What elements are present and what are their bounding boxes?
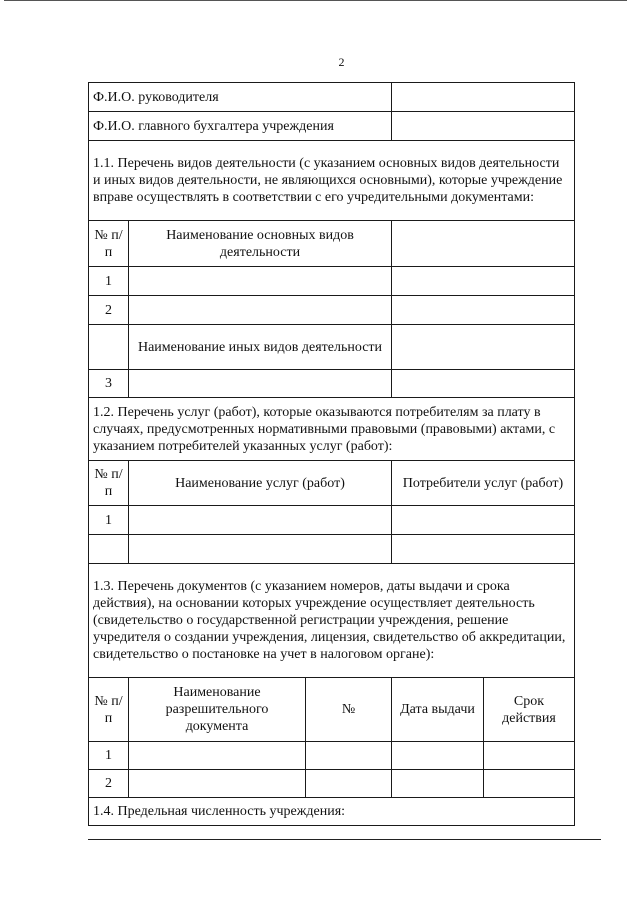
- cell-empty: [392, 296, 575, 325]
- bottom-rule: [88, 839, 601, 840]
- col-services-header: Наименование услуг (работ): [129, 461, 392, 506]
- cell-empty: [129, 506, 392, 535]
- col-num-header: № п/п: [89, 461, 129, 506]
- row-number: 2: [89, 770, 129, 798]
- col-validity-header: Срок действия: [484, 678, 575, 742]
- cell-empty: [129, 267, 392, 296]
- col-main-activities-header: Наименование основных видов деятельности: [129, 221, 392, 267]
- section-1-1-row: [89, 141, 575, 221]
- cell-empty: [129, 370, 392, 398]
- cell-empty: [306, 770, 392, 798]
- section-1-4-title: 1.4. Предельная численность учреждения:: [89, 798, 575, 826]
- top-scan-line: [4, 0, 627, 1]
- col-num-header: № п/п: [89, 221, 129, 267]
- cell-empty: [392, 506, 575, 535]
- cell-empty: [392, 325, 575, 370]
- cell-empty: [392, 370, 575, 398]
- cell-empty: [129, 535, 392, 564]
- section-1-3-row: [89, 564, 575, 678]
- head-row: [89, 83, 575, 112]
- accountant-row: [89, 112, 575, 141]
- section-1-1-title: 1.1. Перечень видов деятельности (с указанием основных видов деятельности и иных видов деятельности, не являющихся основными), которые учреждение вправе осуществлять в соответствии с его учредительными документами:: [89, 141, 575, 221]
- table-row: [89, 535, 575, 564]
- row-number: 1: [89, 267, 129, 296]
- section-1-3-title: 1.3. Перечень документов (с указанием номеров, даты выдачи и срока действия), на основании которых учреждение осуществляет деятельность (свидетельство о государственной регистрации учреждения, решение учредителя о создании учреждения, лицензия, свидетельство об аккредитации, свидетельство о постановке на учет в налоговом органе):: [89, 564, 575, 678]
- main-activities-blank: [392, 221, 575, 267]
- accountant-value-cell: [392, 112, 575, 141]
- section-1-2-row: [89, 398, 575, 461]
- col-consumers-header: Потребители услуг (работ): [392, 461, 575, 506]
- row-number: 1: [89, 506, 129, 535]
- table-row: [89, 742, 575, 770]
- row-number: 3: [89, 370, 129, 398]
- cell-empty: [129, 770, 306, 798]
- form-table: [88, 82, 575, 826]
- head-value-cell: [392, 83, 575, 112]
- section-1-1-header-row: [89, 221, 575, 267]
- section-1-3-header-row: [89, 678, 575, 742]
- col-number-header: №: [306, 678, 392, 742]
- row-number: 1: [89, 742, 129, 770]
- cell-empty: [392, 742, 484, 770]
- head-label: Ф.И.О. руководителя: [89, 83, 392, 112]
- accountant-label: Ф.И.О. главного бухгалтера учреждения: [89, 112, 392, 141]
- table-row: [89, 296, 575, 325]
- section-1-4-row: [89, 798, 575, 826]
- col-other-activities-header: Наименование иных видов деятельности: [129, 325, 392, 370]
- table-row: [89, 267, 575, 296]
- table-row: [89, 506, 575, 535]
- col-issue-date-header: Дата выдачи: [392, 678, 484, 742]
- col-document-header: Наименование разрешительного документа: [129, 678, 306, 742]
- cell-empty: [392, 267, 575, 296]
- cell-empty: [392, 535, 575, 564]
- section-1-2-header-row: [89, 461, 575, 506]
- cell-empty: [306, 742, 392, 770]
- cell-empty: [484, 770, 575, 798]
- page-number: 2: [338, 55, 345, 69]
- cell-empty: [89, 535, 129, 564]
- cell-empty: [89, 325, 129, 370]
- col-num-header: № п/п: [89, 678, 129, 742]
- table-row: [89, 370, 575, 398]
- cell-empty: [129, 296, 392, 325]
- cell-empty: [392, 770, 484, 798]
- table-row: [89, 770, 575, 798]
- cell-empty: [484, 742, 575, 770]
- cell-empty: [129, 742, 306, 770]
- other-activities-header-row: [89, 325, 575, 370]
- section-1-2-title: 1.2. Перечень услуг (работ), которые оказываются потребителям за плату в случаях, предусмотренных нормативными правовыми (правовыми) актами, с указанием потребителей указанных услуг (работ):: [89, 398, 575, 461]
- row-number: 2: [89, 296, 129, 325]
